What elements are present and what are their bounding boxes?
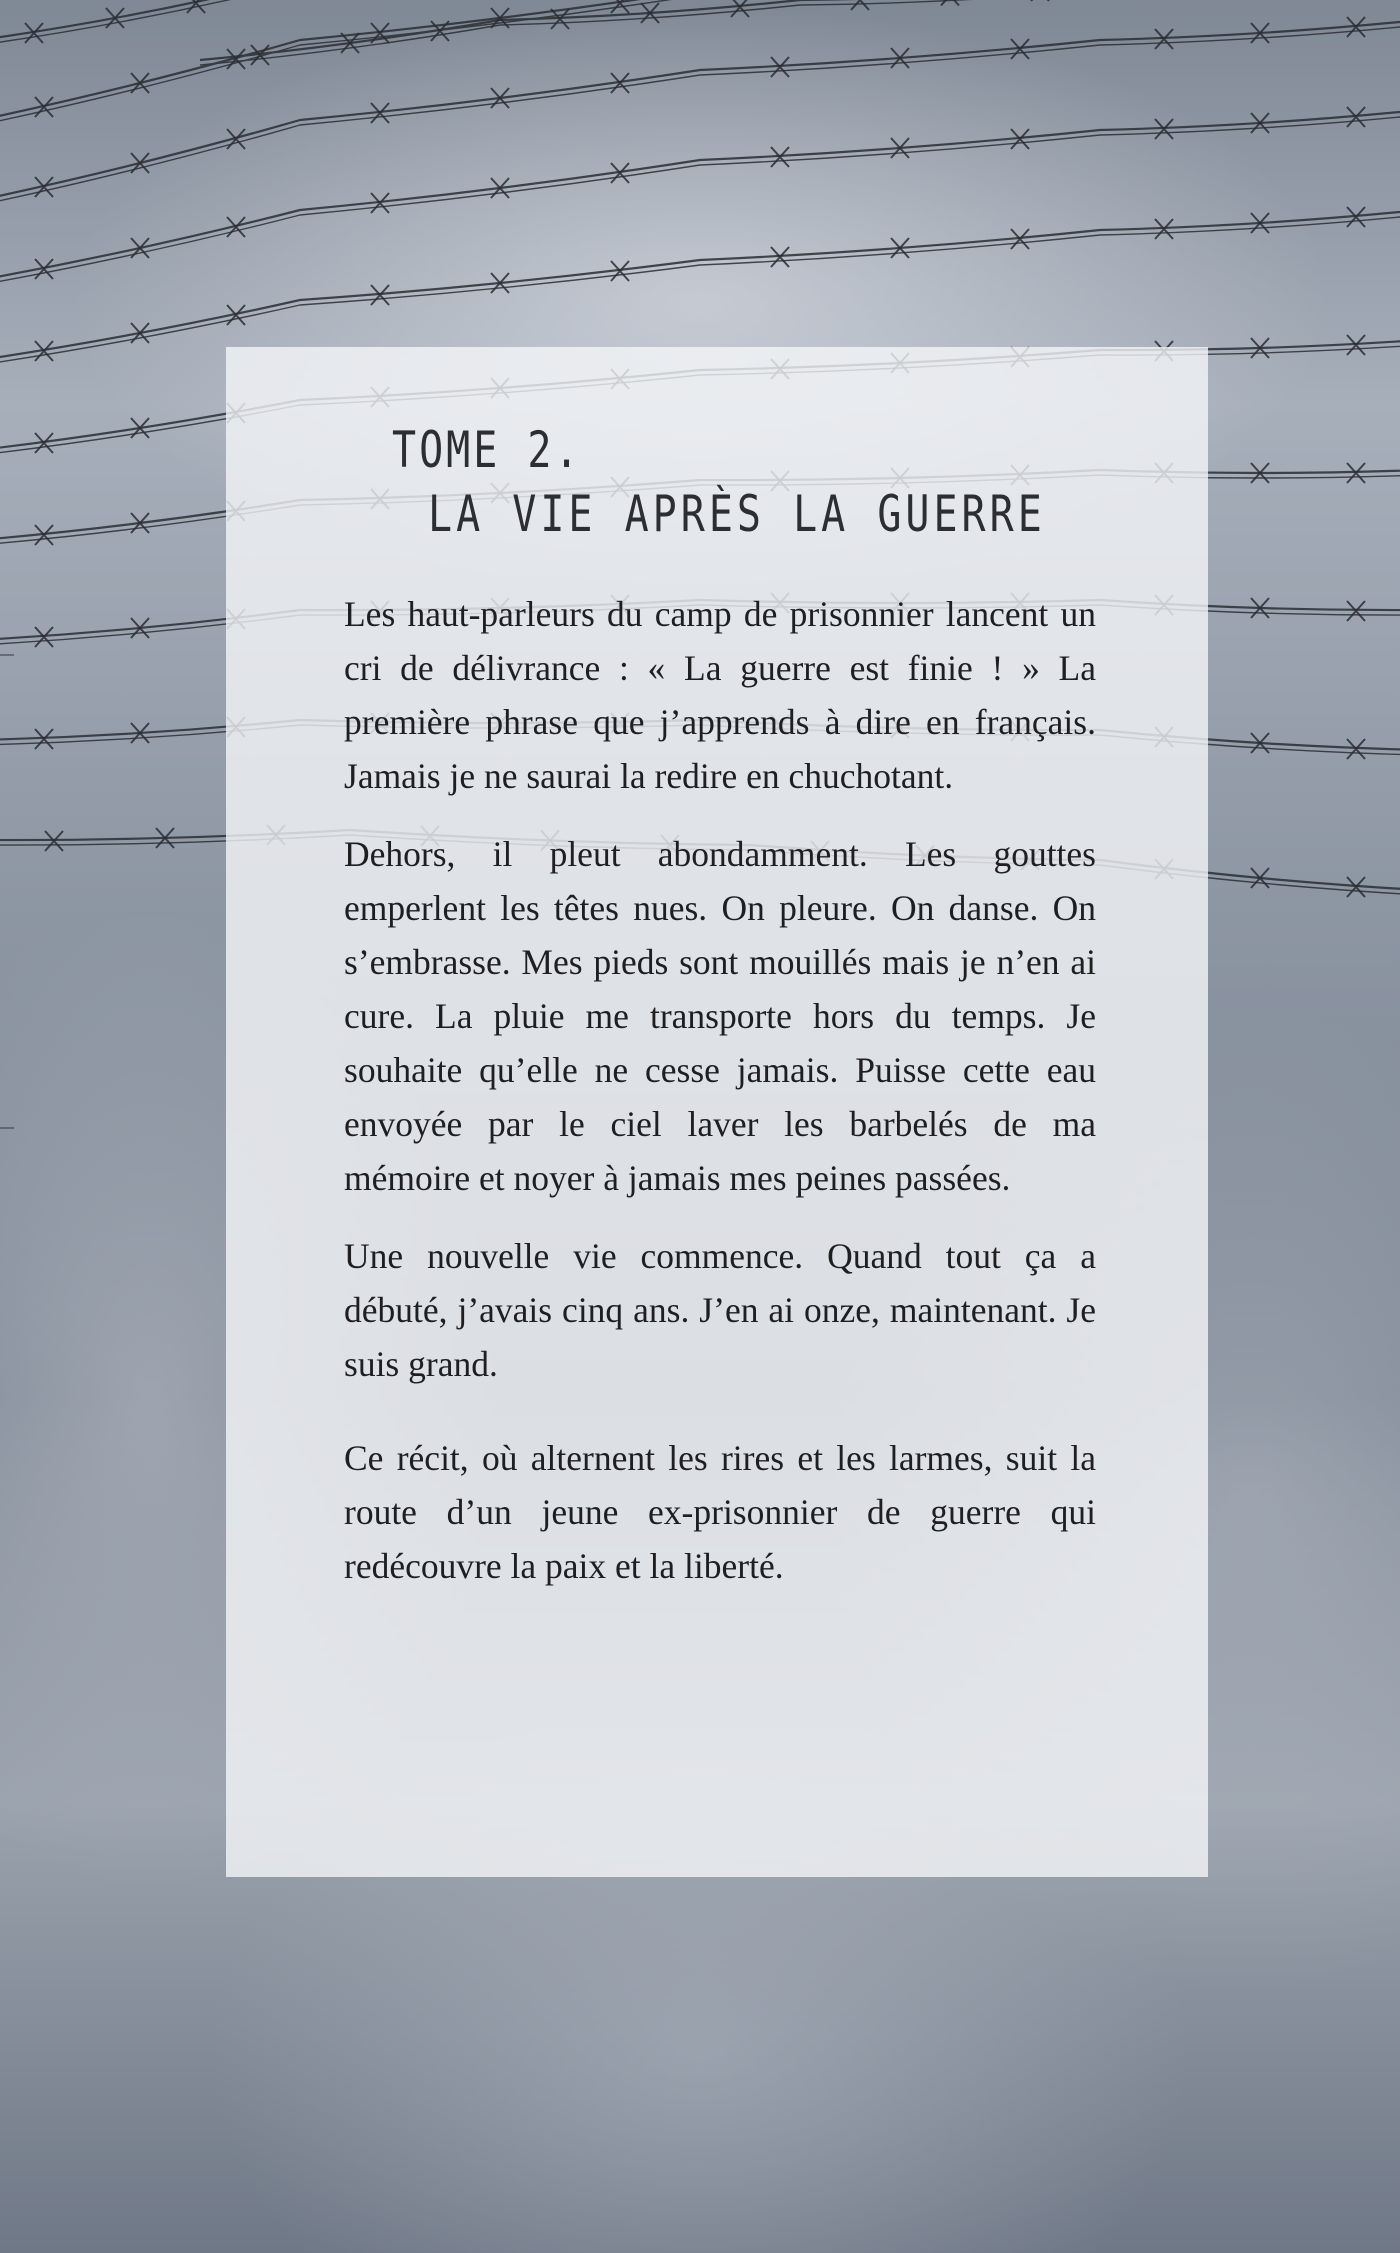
synopsis-text (344, 587, 1096, 1617)
synopsis-paragraph-1: Les haut-parleurs du camp de prisonnier lancent un cri de délivrance : « La guerre est finie ! » La première phrase que j’apprends à dire en français. Jamais je ne saurai la redire en chuchotant. (344, 594, 1096, 796)
synopsis-panel (226, 347, 1208, 1877)
synopsis-paragraph-2: Dehors, il pleut abondamment. Les gouttes emperlent les têtes nues. On pleure. On danse. On s’embrasse. Mes pieds sont mouillés mais je n’en ai cure. La pluie me transporte hors du temps. Je souhaite qu’elle ne cesse jamais. Puisse cette eau envoyée par le ciel laver les barbelés de ma mémoire et noyer à jamais mes peines passées. (344, 834, 1096, 1198)
blurb-paragraph: Ce récit, où alternent les rires et les larmes, suit la route d’un jeune ex-prisonnier de guerre qui redécouvre la paix et la liberté. (344, 1438, 1096, 1586)
book-subtitle: LA VIE APRÈS LA GUERRE (428, 486, 1046, 544)
volume-label: TOME 2. (392, 422, 582, 480)
synopsis-paragraph-3: Une nouvelle vie commence. Quand tout ça a débuté, j’avais cinq ans. J’en ai onze, maintenant. Je suis grand. (344, 1236, 1096, 1384)
